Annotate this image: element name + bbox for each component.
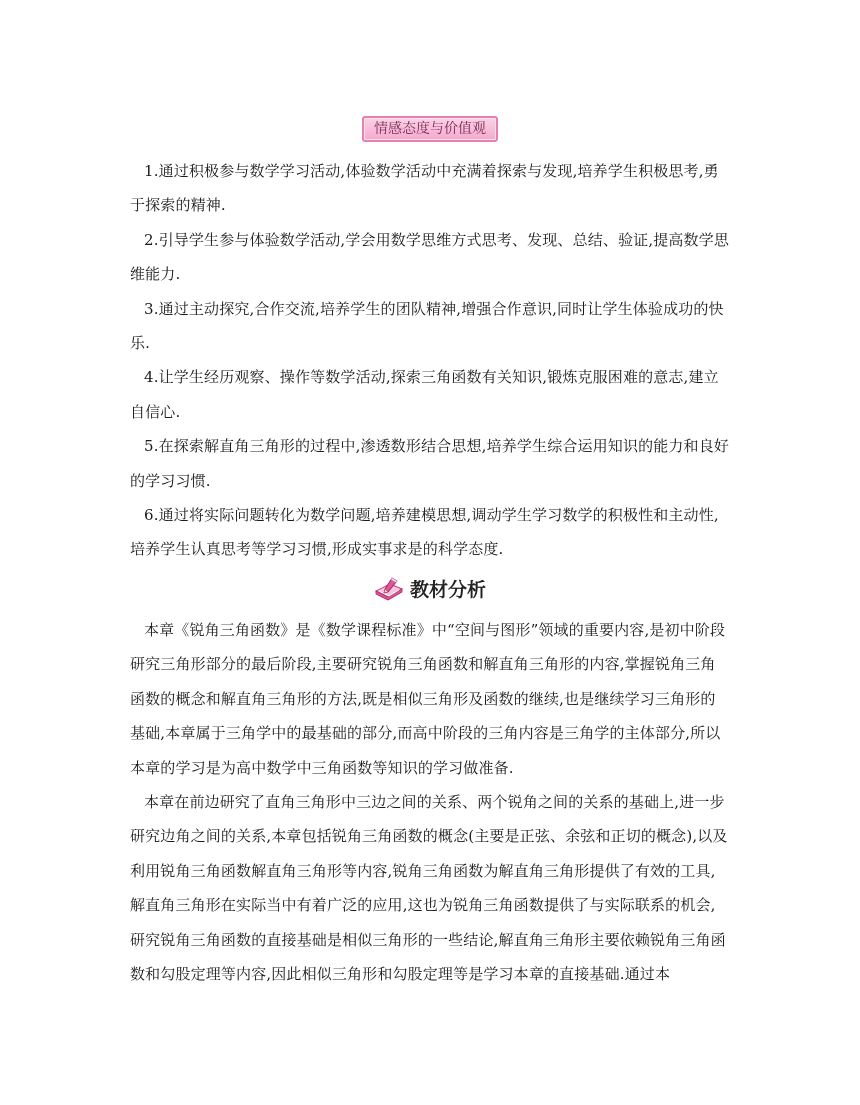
section-label-emotional-values: 情感态度与价值观 <box>362 116 498 142</box>
book-pencil-icon <box>374 575 404 603</box>
goal-item: 3.通过主动探究,合作交流,培养学生的团队精神,增强合作意识,同时让学生体验成功的快乐. <box>130 299 724 353</box>
goal-item: 6.通过将实际问题转化为数学问题,培养建模思想,调动学生学习数学的积极性和主动性,培养学生认真思考等学习习惯,形成实事求是的科学态度. <box>130 506 719 559</box>
analysis-body <box>130 613 730 991</box>
analysis-heading <box>130 569 730 609</box>
goal-item: 5.在探索解直角三角形的过程中,渗透数形结合思想,培养学生综合运用知识的能力和良好的学习习惯. <box>130 437 730 490</box>
page-content <box>130 116 730 991</box>
goal-item: 1.通过积极参与数学学习活动,体验数学活动中充满着探索与发现,培养学生积极思考,勇于探索的精神. <box>130 162 719 215</box>
analysis-paragraph: 本章在前边研究了直角三角形中三边之间的关系、两个锐角之间的关系的基础上,进一步研究边角之间的关系,本章包括锐角三角函数的概念(主要是正弦、余弦和正切的概念),以及利用锐角三角函数解直角三角形等内容,锐角三角函数为解直角三角形提供了有效的工具,解直角三角形在实际当中有着广泛的应用,这也为锐角三角函数提供了与实际联系的机会,研究锐角三角函数的直接基础是相似三角形的一些结论,解直角三角形主要依赖锐角三角函数和勾股定理等内容,因此相似三角形和勾股定理等是学习本章的直接基础.通过本 <box>130 792 728 983</box>
analysis-heading-text: 教材分析 <box>409 579 486 602</box>
goal-item: 2.引导学生参与体验数学活动,学会用数学思维方式思考、发现、总结、验证,提高数学思维能力. <box>130 230 730 284</box>
goal-item: 4.让学生经历观察、操作等数学活动,探索三角函数有关知识,锻炼克服困难的意志,建立自信心. <box>130 368 719 421</box>
analysis-paragraph: 本章《锐角三角函数》是《数学课程标准》中“空间与图形”领域的重要内容,是初中阶段研究三角形部分的最后阶段,主要研究锐角三角函数和解直角三角形的内容,掌握锐角三角函数的概念和解直角三角形的方法,既是相似三角形及函数的继续,也是继续学习三角形的基础,本章属于三角学中的最基础的部分,而高中阶段的三角内容是三角学的主体部分,所以本章的学习是为高中数学中三角函数等知识的学习做准备. <box>130 620 726 777</box>
section-label-container <box>130 116 730 142</box>
goals-list <box>130 154 730 567</box>
